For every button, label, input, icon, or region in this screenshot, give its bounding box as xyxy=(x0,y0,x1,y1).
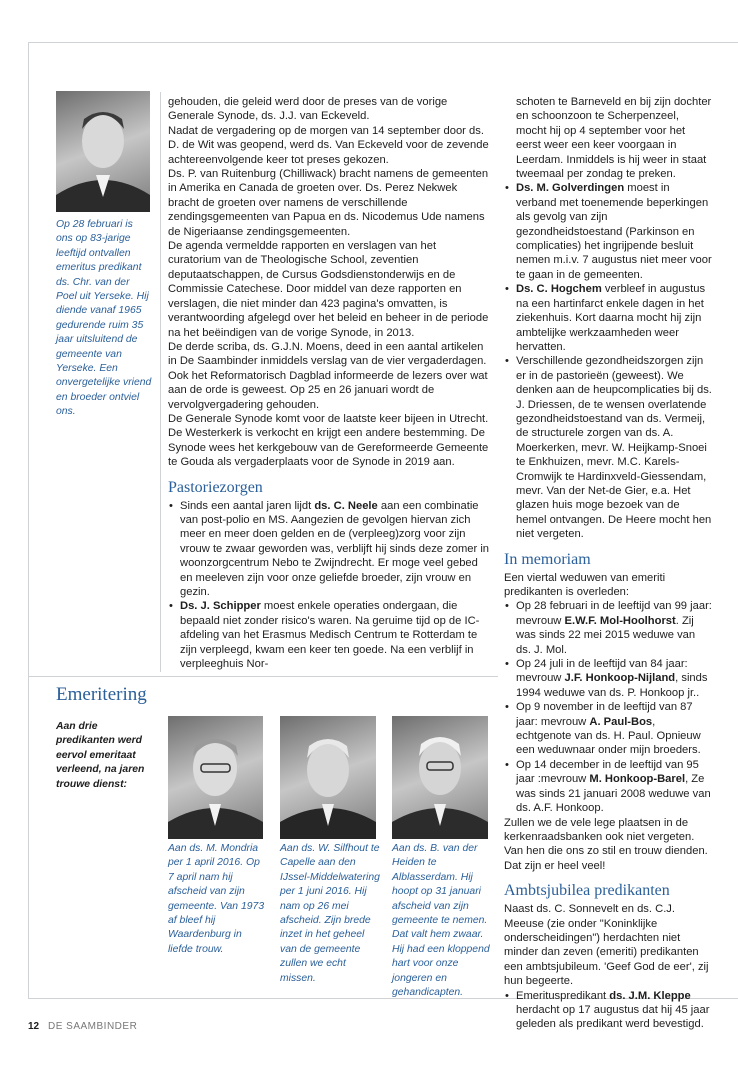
portrait-photo-mondria xyxy=(168,716,263,839)
portrait-icon xyxy=(168,716,263,839)
middle-column xyxy=(168,95,490,671)
person-name: Ds. C. Hogchem xyxy=(516,283,602,296)
emeritering-intro: Aan drie predikanten werd eervol emeritaat verleend, na jaren trouwe dienst: xyxy=(56,721,145,790)
portrait-photo-silfhout xyxy=(280,716,376,839)
list-item: • Ds. J. Schipper moest enkele operaties ondergaan, die bepaald niet zonder risico's waren. Na geruime tijd op de IC-afdeling van het Erasmus Medisch Centrum te Rotterdam te zijn verpleegd, kwam een keer ten goede. Na een verblijf in verpleeghuis Nor- xyxy=(168,599,490,671)
section-heading-in-memoriam: In memoriam xyxy=(504,550,591,568)
section-heading-ambtsjubilea: Ambtsjubilea predikanten xyxy=(504,882,670,900)
photo-caption-mondria: Aan ds. M. Mondria per 1 april 2016. Op 7 april nam hij afscheid van zijn gemeente. Van 1973 af bleef hij Waardenburg in liefde trouw. xyxy=(168,843,265,955)
memoriam-outro: Zullen we de vele lege plaatsen in de kerkenraadsbanken ook niet vergeten. Van hen die ons zo stil en trouw dienden. Dat zijn er heel veel! xyxy=(504,816,708,872)
portrait-photo-van-der-poel xyxy=(56,91,150,212)
person-name: ds. J.M. Kleppe xyxy=(609,989,691,1002)
paragraph: De derde scriba, ds. G.J.N. Moens, deed in een aantal artikelen in De Saambinder inmiddels verslag van de vier vergaderdagen. Ook het Reformatorisch Dagblad informeerde de lezers over wat aan de orde is geweest. Op 25 en 26 januari wordt de vervolgvergadering gehouden. xyxy=(168,340,488,411)
person-name: M. Honkoop-Barel xyxy=(589,773,686,786)
portrait-icon xyxy=(56,91,150,212)
portrait-photo-van-der-heiden xyxy=(392,716,488,839)
frame-left-line xyxy=(28,42,29,999)
list-item: • Op 28 februari in de leeftijd van 99 jaar: mevrouw E.W.F. Mol-Hoolhorst. Zij was sinds 22 mei 2015 weduwe van ds. J. Mol. xyxy=(504,599,712,657)
paragraph: De agenda vermeldde rapporten en verslagen van het curatorium van de Theologische School, zeventien deputaatschappen, de Cursus Godsdienstonderwijs en de Commissie Catechese. Door middel van deze rapporten en verslagen, die niet minder dan 423 pagina's omvatten, is verantwoording afgelegd over het beleid en beheer in de periode na het beëindigen van de vorige Synode, in 2013. xyxy=(168,240,489,339)
list-item: • Op 24 juli in de leeftijd van 84 jaar: mevrouw J.F. Honkoop-Nijland, sinds 1994 weduwe van ds. P. Honkoop jr.. xyxy=(504,657,712,700)
list-item: • Sinds een aantal jaren lijdt ds. C. Neele aan een combinatie van post-polio en MS. Aangezien de gevolgen hiervan zich meer en meer doen gelden en de (verpleeg)zorg voor zijn vrouw te zwaar geworden was, verblijft hij sinds deze zomer in woonzorgcentrum Nebo te Zwijndrecht. Er moge veel gebed en meeleven zijn voor onze geliefde broeder, zijn vrouw en gezin. xyxy=(168,499,490,600)
list-item: • Op 14 december in de leeftijd van 95 jaar :mevrouw M. Honkoop-Barel, Ze was sinds 21 januari 2008 weduwe van ds. A.F. Honkoop. xyxy=(504,758,712,816)
memoriam-list xyxy=(504,599,712,815)
person-name: ds. C. Neele xyxy=(314,499,378,512)
paragraph: Ds. P. van Ruitenburg (Chilliwack) bracht namens de gemeenten in Amerika en Canada de groeten over. Ds. Perez Nekwek bracht de groeten over namens de verschillende zendingsgemeenten van Papua en ds. Nicodemus Ude namens de Nigeriaanse zendingsgemeenten. xyxy=(168,168,489,238)
list-item: • Verschillende gezondheidszorgen zijn er in de pastorieën (geweest). We denken aan de heupcomplicaties bij ds. J. Driessen, de te wensen overlatende gezondheidstoestand van ds. Vermeij, de structurele zorgen van ds. A. Moerkerken, mevr. W. Heijkamp-Snoei te Enkhuizen, mevr. M.C. Karels-Cromwijk te Hardinxveld-Giessendam, mevr. Van der Net-de Gier, e.a. Het glazen huis moge bezoek van de hemel ontvangen. De Heere mocht hen niet vergeten. xyxy=(504,354,712,541)
paragraph-continued: schoten te Barneveld en bij zijn dochter en schoonzoon te Scherpenzeel, mocht hij op 4 september voor het eerst weer een keer voorgaan in Leerdam. Inmiddels is hij weer in staat tweemaal per zondag te preken. xyxy=(516,96,712,181)
person-name: E.W.F. Mol-Hoolhorst xyxy=(564,614,676,627)
photo-caption-silfhout: Aan ds. W. Silfhout te Capelle aan den IJssel-Middelwatering per 1 juni 2016. Hij nam op 26 mei afscheid. Zijn brede inzet in het geheel van de gemeente zullen we echt missen. xyxy=(280,843,380,984)
health-list xyxy=(504,181,712,541)
person-name: Ds. M. Golverdingen xyxy=(516,182,625,195)
person-name: A. Paul-Bos xyxy=(589,715,653,728)
photo-caption-van-der-heiden: Aan ds. B. van der Heiden te Alblasserdam. Hij hoopt op 31 januari afscheid van zijn gemeente te nemen. Dat valt hem zwaar. Hij had een kloppend hart voor onze jongeren en gehandicapten. xyxy=(392,843,490,999)
paragraph: gehouden, die geleid werd door de preses van de vorige Generale Synode, ds. J.J. van Eckeveld. xyxy=(168,96,448,123)
jubilea-text: Naast ds. C. Sonnevelt en ds. C.J. Meeuse (zie onder "Koninklijke onderscheidingen") herdachten niet minder dan zeven (emeriti) predikanten een ambtsjubileum. 'Geef God de eer', zij hun begeerte. xyxy=(504,903,709,988)
list-item: • Ds. M. Golverdingen moest in verband met toenemende beperkingen als gevolg van zijn gezondheidstoestand (Parkinson en complicaties) het ingrijpende besluit nemen m.i.v. 7 augustus niet meer voor te gaan in de gemeenten. xyxy=(504,181,712,282)
list-item: • Emerituspredikant ds. J.M. Kleppe herdacht op 17 augustus dat hij 45 jaar geleden als predikant werd bevestigd. xyxy=(504,989,712,1032)
paragraph: De Generale Synode komt voor de laatste keer bijeen in Utrecht. De Westerkerk is verkocht en krijgt een andere bestemming. De Synode wees het kerkgebouw van de Gereformeerde Gemeente te Gouda als vergaderplaats voor de Synode in 2019 aan. xyxy=(168,412,489,469)
jubilea-list xyxy=(504,989,712,1032)
memoriam-intro: Een viertal weduwen van emeriti predikanten is overleden: xyxy=(504,571,666,598)
magazine-title: DE SAAMBINDER xyxy=(48,1021,138,1032)
emeritering-divider xyxy=(28,676,498,677)
pastorie-list xyxy=(168,499,490,672)
portrait-icon xyxy=(280,716,376,839)
person-name: J.F. Honkoop-Nijland xyxy=(564,672,676,685)
portrait-icon xyxy=(392,716,488,839)
list-item: • Ds. C. Hogchem verbleef in augustus na een hartinfarct enkele dagen in het ziekenhuis. Kort daarna mocht hij zijn ambtelijke werkzaamheden weer hervatten. xyxy=(504,282,712,354)
column-divider xyxy=(160,92,161,672)
section-heading-emeritering: Emeritering xyxy=(56,684,147,705)
list-item: • Op 9 november in de leeftijd van 87 jaar: mevrouw A. Paul-Bos, echtgenote van ds. H. Paul. Opnieuw een weduwnaar onder mijn broeders. xyxy=(504,700,712,758)
section-heading-pastoriezorgen: Pastoriezorgen xyxy=(168,478,263,496)
paragraph: Nadat de vergadering op de morgen van 14 september door ds. D. de Wit was geopend, werd ds. Van Eckeveld voor de zevende achtereenvolgende keer tot preses gekozen. xyxy=(168,124,489,166)
frame-top-line xyxy=(28,42,738,43)
right-column xyxy=(504,95,712,1032)
person-name: Ds. J. Schipper xyxy=(180,600,261,613)
portrait-caption: Op 28 februari is ons op 83-jarige leeftijd ontvallen emeritus predikant ds. Chr. van der Poel uit Yerseke. Hij diende vanaf 1965 gedurende ruim 35 jaar uitsluitend de gemeente van Yerseke. Een onvergetelijke vriend en broeder ontviel ons. xyxy=(56,219,152,418)
page-number: 12 xyxy=(28,1021,40,1032)
